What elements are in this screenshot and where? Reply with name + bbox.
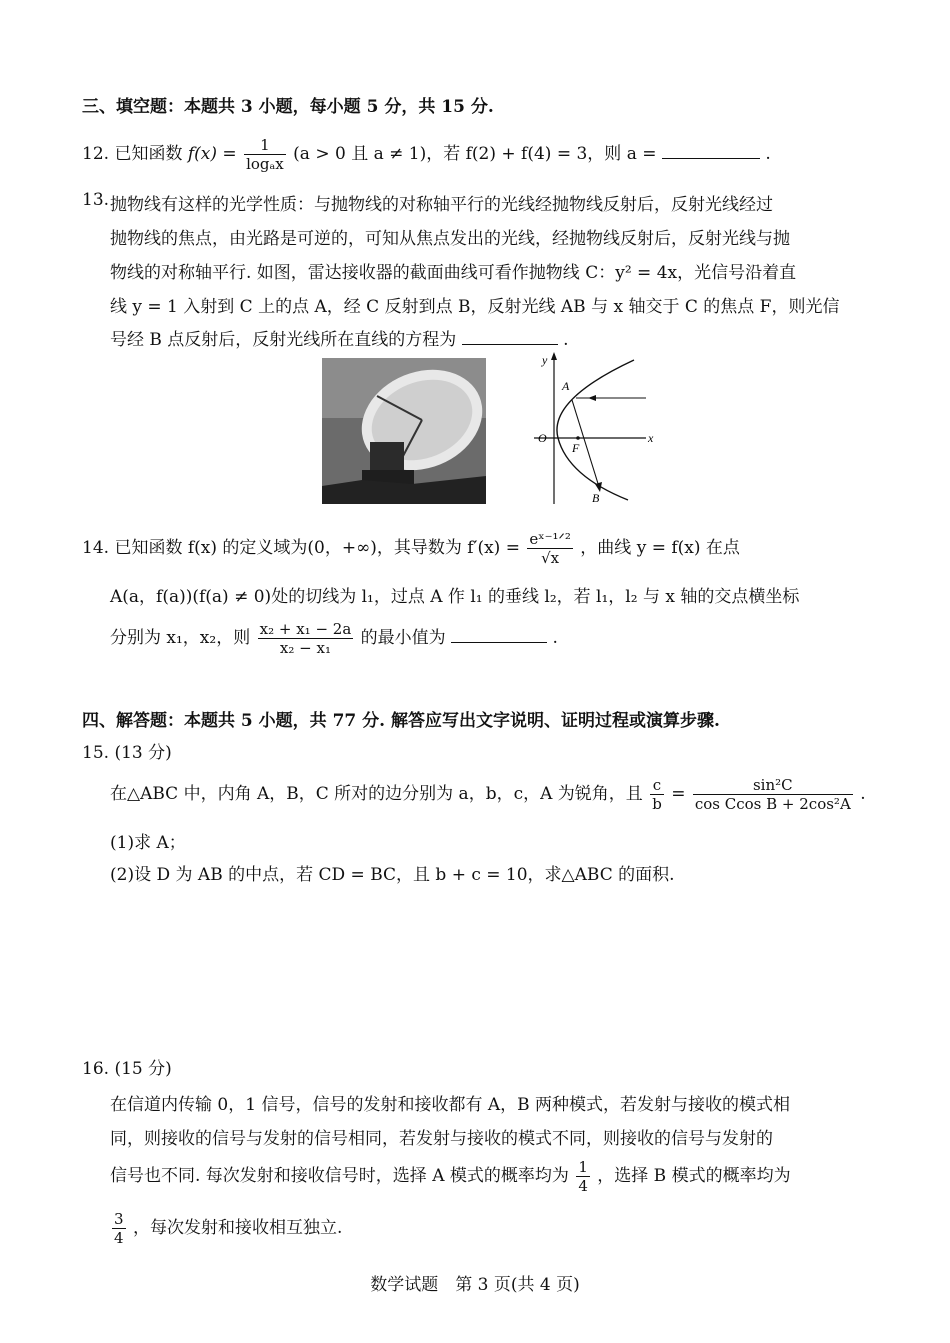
q15-frac2-den: cos Ccos B + 2cos²A [694, 795, 851, 813]
q16-pa-den: 4 [578, 1177, 588, 1195]
q12-text-a: 已知函数 [114, 144, 183, 164]
q16-line1: 在信道内传输 0，1 信号，信号的发射和接收都有 A，B 两种模式，若发射与接收的模式相 [110, 1095, 791, 1115]
q13-line1: 抛物线有这样的光学性质：与抛物线的对称轴平行的光线经抛物线反射后，反射光线经过 [110, 195, 773, 215]
q14-line1-b: ，曲线 y = f(x) 在点 [580, 538, 740, 558]
q14-line3-a: 分别为 x₁，x₂，则 [110, 628, 251, 648]
q15-fraction-cb [650, 776, 664, 813]
q13-line5-wrap [110, 325, 569, 350]
y-label: y [542, 353, 548, 367]
q12-text-b: (a > 0 且 a ≠ 1)，若 f(2) + f(4) = 3，则 a = [293, 144, 657, 164]
q14-line1-wrap [82, 530, 740, 567]
q14-line3-b: 的最小值为 [360, 628, 446, 648]
x-label: x [648, 431, 654, 445]
q14-deriv-den: √x [541, 549, 560, 567]
q12-fraction [244, 136, 286, 173]
q12-answer-blank[interactable] [662, 144, 760, 159]
q13-line2: 抛物线的焦点，由光路是可逆的，可知从焦点发出的光线，经抛物线反射后，反射光线与抛 [110, 229, 790, 249]
q16-pb-num: 3 [114, 1210, 124, 1228]
incident-arrow [588, 395, 596, 401]
q12-frac-num: 1 [244, 136, 286, 155]
b-label: B [592, 491, 600, 505]
q16-prob-b-fraction [112, 1210, 126, 1247]
q16-pa-num: 1 [578, 1158, 588, 1176]
q14-ratio-den: x₂ − x₁ [279, 639, 331, 657]
q15-header: 15. (13 分) [82, 743, 172, 763]
q16-prob-a-fraction [576, 1158, 590, 1195]
q12-end: . [765, 144, 771, 164]
q16-header: 16. (15 分) [82, 1059, 172, 1079]
q14-number: 14. [82, 538, 110, 558]
q15-fraction-main [693, 776, 853, 813]
q14-line3-wrap [110, 620, 558, 657]
q13-answer-blank[interactable] [462, 330, 558, 345]
page-footer: 数学试题 第 3 页(共 4 页) [370, 1275, 580, 1295]
q15-equals: = [671, 784, 686, 804]
radar-dish-drawing [322, 358, 486, 504]
section3-title: 三、填空题：本题共 3 小题，每小题 5 分，共 15 分. [82, 97, 494, 117]
q13-line4: 线 y = 1 入射到 C 上的点 A，经 C 反射到点 B，反射光线 AB 与 x 轴交于 C 的焦点 F，则光信 [110, 297, 840, 317]
q15-frac2-num: sin²C [693, 776, 853, 795]
q12-frac-den: logₐx [246, 155, 284, 173]
q16-line4: ，每次发射和接收相互独立. [132, 1218, 343, 1238]
q16-pb-den: 4 [114, 1229, 124, 1247]
q15-part1: (1)求 A； [110, 833, 186, 853]
a-label: A [562, 379, 570, 393]
q14-line2: A(a，f(a))(f(a) ≠ 0)处的切线为 l₁，过点 A 作 l₁ 的垂线 l₂，若 l₁，l₂ 与 x 轴的交点横坐标 [110, 587, 800, 607]
q12-fx: f(x) = [187, 144, 237, 164]
q14-ratio-num: x₂ + x₁ − 2a [259, 620, 352, 638]
q15-end: . [860, 784, 866, 804]
q14-line1-a: 已知函数 f(x) 的定义域为(0，+∞)，其导数为 f′(x) = [114, 538, 520, 558]
q12-number: 12. [82, 144, 110, 164]
q14-answer-blank[interactable] [451, 628, 547, 643]
focus-point [576, 436, 580, 440]
q13-end: . [563, 330, 569, 350]
f-label: F [572, 441, 580, 455]
q16-line3-wrap [110, 1158, 791, 1195]
q14-derivative-fraction [527, 530, 573, 567]
q13-number: 13. [82, 190, 110, 210]
radar-dish-photo [322, 358, 486, 504]
q15-stem-a: 在△ABC 中，内角 A，B，C 所对的边分别为 a，b，c，A 为锐角，且 [110, 784, 643, 804]
q16-line3-b: ，选择 B 模式的概率均为 [597, 1166, 791, 1186]
q16-line2: 同，则接收的信号与发射的信号相同，若发射与接收的模式不同，则接收的信号与发射的 [110, 1129, 773, 1149]
o-label: O [538, 431, 547, 445]
q14-ratio-fraction [258, 620, 354, 657]
question-12 [82, 136, 771, 173]
section4-title: 四、解答题：本题共 5 小题，共 77 分. 解答应写出文字说明、证明过程或演算步骤. [82, 711, 720, 731]
q15-stem-wrap [110, 776, 866, 813]
parabola-diagram [528, 350, 668, 506]
q13-line3: 物线的对称轴平行. 如图，雷达接收器的截面曲线可看作抛物线 C：y² = 4x，光信号沿着直 [110, 263, 797, 283]
q13-line5: 号经 B 点反射后，反射光线所在直线的方程为 [110, 330, 457, 350]
q14-end: . [552, 628, 558, 648]
q15-frac1-den: b [652, 795, 662, 813]
q16-line4-wrap [110, 1210, 342, 1247]
q15-part2: (2)设 D 为 AB 的中点，若 CD = BC，且 b + c = 10，求△ABC 的面积. [110, 865, 675, 885]
q14-deriv-num: eˣ⁻¹ᐟ² [529, 530, 571, 548]
q15-frac1-num: c [650, 776, 664, 795]
y-axis-arrow [551, 352, 557, 360]
q16-line3-a: 信号也不同. 每次发射和接收信号时，选择 A 模式的概率均为 [110, 1166, 569, 1186]
